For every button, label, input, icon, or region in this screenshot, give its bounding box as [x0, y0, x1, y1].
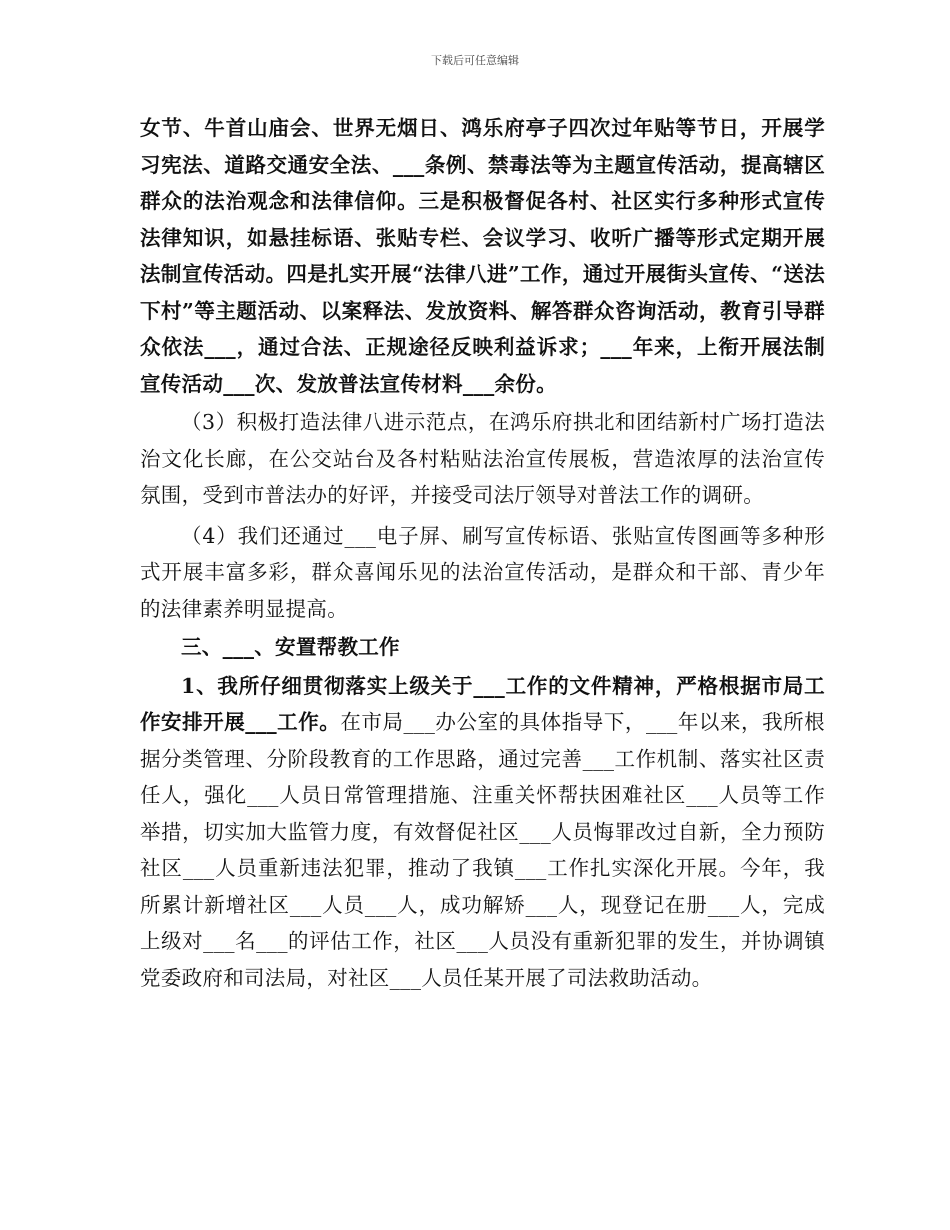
paragraph-1-bold-lead: 1、我所仔细贯彻落实上级关于___工作的文件精神，严格根据市局工作安排开展___工作。 [140, 673, 825, 734]
section-heading: 三、___、安置帮教工作 [181, 635, 400, 659]
document-body [140, 110, 825, 996]
paragraph-continued: 女节、牛首山庙会、世界无烟日、鸿乐府亭子四次过年贴等节日，开展学习宪法、道路交通安全法、___条例、禁毒法等为主题宣传活动，提高辖区群众的法治观念和法律信仰。三是积极督促各村、社区实行多种形式宣传法律知识，如悬挂标语、张贴专栏、会议学习、收听广播等形式定期开展法制宣传活动。四是扎实开展“法律八进”工作，通过开展街头宣传、“送法下村”等主题活动、以案释法、发放资料、解答群众咨询活动，教育引导群众依法___，通过合法、正规途径反映利益诉求；___年来，上衔开展法制宣传活动___次、发放普法宣传材料___余份。 [140, 116, 825, 396]
paragraph-1-body: 在市局___办公室的具体指导下，___年以来，我所根据分类管理、分阶段教育的工作思路，通过完善___工作机制、落实社区责任人，强化___人员日常管理措施、注重关怀帮扶困难社区___人员等工作举措，切实加大监管力度，有效督促社区___人员悔罪改过自新，全力预防社区___人员重新违法犯罪，推动了我镇___工作扎实深化开展。今年，我所累计新增社区___人员___人，成功解矫___人，现登记在册___人，完成上级对___名___的评估工作，社区___人员没有重新犯罪的发生，并协调镇党委政府和司法局，对社区___人员任某开展了司法救助活动。 [140, 710, 825, 990]
paragraph-4: （4）我们还通过___电子屏、刷写宣传标语、张贴宣传图画等多种形式开展丰富多彩，群众喜闻乐见的法治宣传活动，是群众和干部、青少年的法律素养明显提高。 [140, 523, 825, 621]
paragraph-1 [140, 668, 825, 997]
page-header-note: 下载后可任意编辑 [431, 54, 519, 67]
paragraph-3: （3）积极打造法律八进示范点，在鸿乐府拱北和团结新村广场打造法治文化长廊，在公交站台及各村粘贴法治宣传展板，营造浓厚的法治宣传氛围，受到市普法办的好评，并接受司法厅领导对普法工作的调研。 [140, 410, 825, 507]
